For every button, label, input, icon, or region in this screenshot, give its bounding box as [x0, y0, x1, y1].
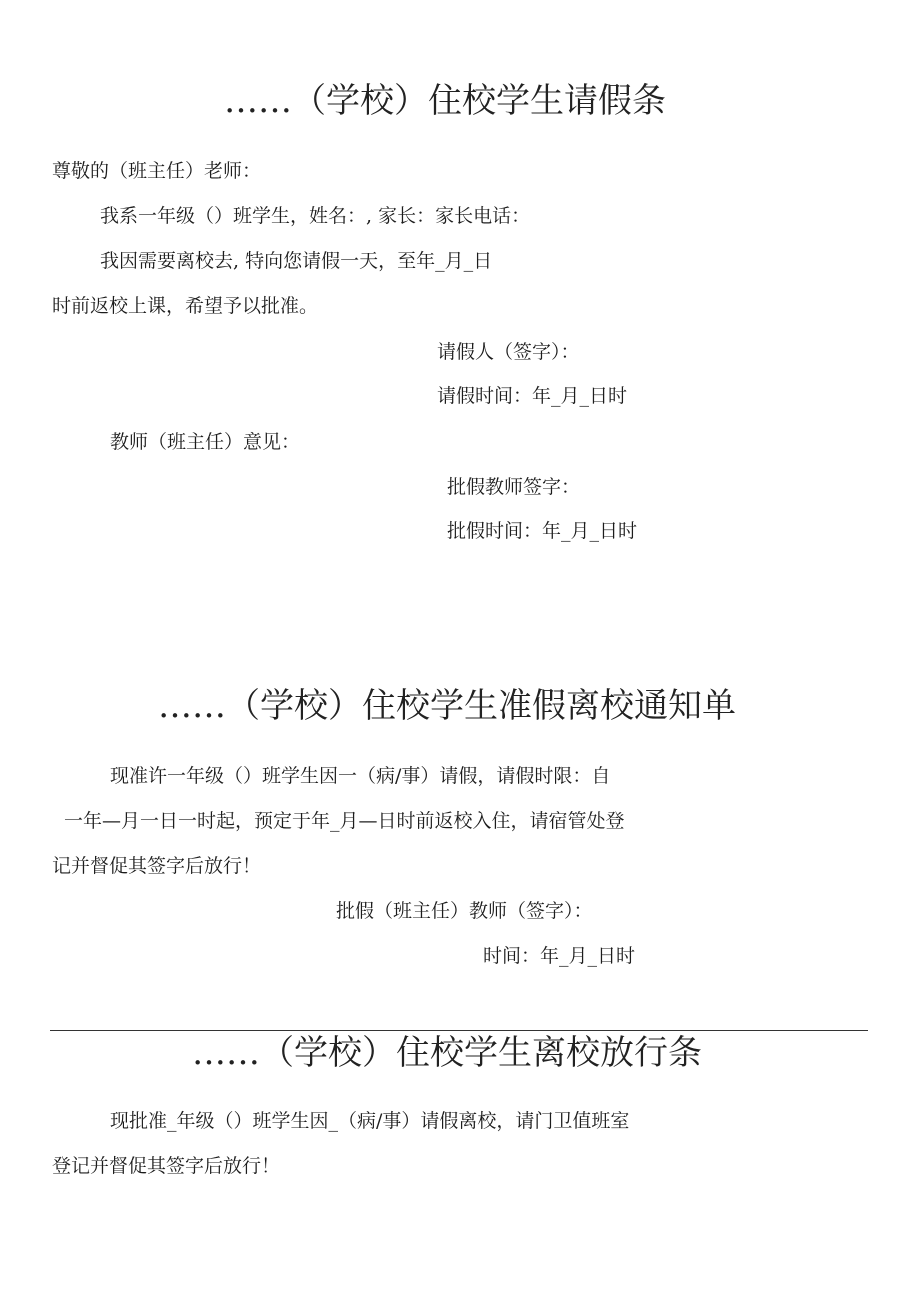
notice-line-3: 记并督促其签字后放行！ — [52, 855, 262, 877]
return-line: 时前返校上课，希望予以批准。 — [52, 295, 319, 317]
release-line-1: 现批准_年级（）班学生因_（病/事）请假离校，请门卫值班室 — [110, 1110, 630, 1132]
release-slip-title: ……（学校）住校学生离校放行条 — [192, 1033, 702, 1073]
notice-line-2: 一年—月一日一时起，预定于年_月—日时前返校入住，请宿管处登 — [64, 810, 625, 832]
notice-line-1: 现准许一年级（）班学生因一（病/事）请假，请假时限：自 — [110, 765, 611, 787]
salutation: 尊敬的（班主任）老师： — [52, 160, 262, 182]
leave-reason-line: 我因需要离校去, 特向您请假一天，至年_月_日 — [100, 250, 493, 272]
approve-time: 批假时间：年_月_日时 — [447, 520, 638, 542]
apply-time: 请假时间：年_月_日时 — [437, 385, 628, 407]
release-line-2: 登记并督促其签字后放行！ — [52, 1155, 281, 1177]
notice-approver-signature: 批假（班主任）教师（签字）： — [336, 900, 593, 922]
leave-request-title: ……（学校）住校学生请假条 — [224, 81, 666, 121]
teacher-opinion: 教师（班主任）意见： — [110, 431, 301, 453]
leave-notice-title: ……（学校）住校学生准假离校通知单 — [158, 686, 736, 726]
notice-time: 时间：年_月_日时 — [483, 945, 636, 967]
applicant-signature: 请假人（签字）： — [437, 341, 580, 363]
student-info-line: 我系一年级（）班学生，姓名：, 家长：家长电话： — [100, 205, 531, 227]
approver-signature: 批假教师签字： — [447, 476, 581, 498]
section-divider — [50, 1030, 868, 1031]
